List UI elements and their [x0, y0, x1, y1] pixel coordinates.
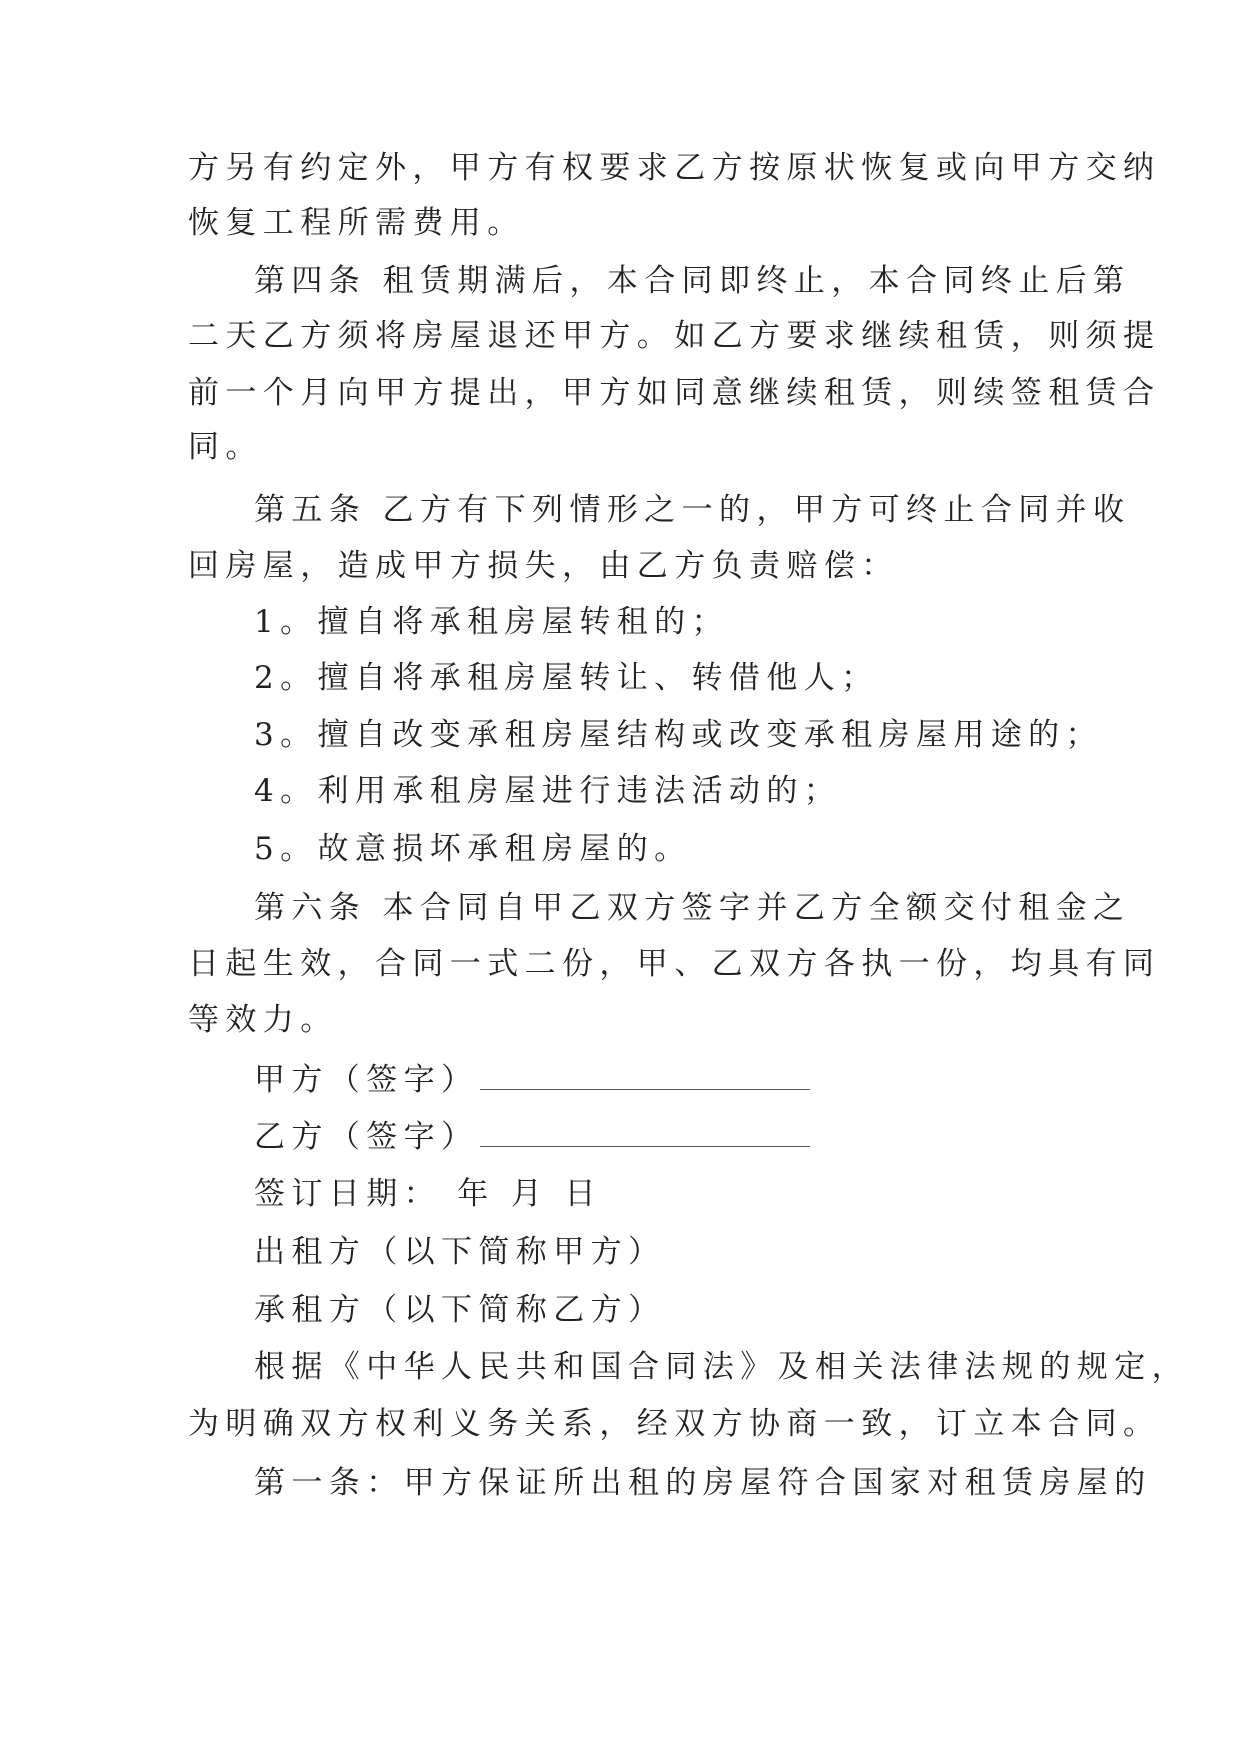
list-item: 2。擅自将承租房屋转让、转借他人； — [254, 660, 879, 696]
lessor-label: 出租方（以下简称甲方） — [254, 1234, 666, 1270]
text-line: 日起生效，合同一式二份，甲、乙双方各执一份，均具有同 — [188, 946, 1161, 982]
text-line: 回房屋，造成甲方损失，由乙方负责赔偿： — [188, 548, 899, 584]
lessee-label: 承租方（以下简称乙方） — [254, 1292, 666, 1328]
party-b-signature-label: 乙方（签字） — [254, 1119, 479, 1155]
list-item: 3。擅自改变承租房屋结构或改变承租房屋用途的； — [254, 717, 1103, 753]
preamble-line: 为明确双方权利义务关系，经双方协商一致，订立本合同。 — [188, 1406, 1161, 1442]
text-line: 恢复工程所需费用。 — [188, 205, 525, 241]
party-b-signature-line — [254, 1116, 810, 1157]
text-line: 二天乙方须将房屋退还甲方。如乙方要求继续租赁，则须提 — [188, 318, 1161, 354]
article-1-heading: 第一条：甲方保证所出租的房屋符合国家对租赁房屋的 — [254, 1465, 1152, 1501]
text-line: 前一个月向甲方提出，甲方如同意继续租赁，则续签租赁合 — [188, 375, 1161, 411]
party-a-signature-line — [254, 1059, 810, 1100]
party-a-signature-blank — [480, 1059, 810, 1090]
text-line: 方另有约定外，甲方有权要求乙方按原状恢复或向甲方交纳 — [188, 150, 1161, 186]
list-item: 1。擅自将承租房屋转租的； — [254, 604, 729, 640]
article-4-heading: 第四条 租赁期满后，本合同即终止，本合同终止后第 — [254, 263, 1131, 299]
article-6-heading: 第六条 本合同自甲乙双方签字并乙方全额交付租金之 — [254, 890, 1131, 926]
party-b-signature-blank — [480, 1116, 810, 1147]
signing-date: 签订日期： 年 月 日 — [254, 1176, 602, 1212]
list-item: 5。故意损坏承租房屋的。 — [254, 831, 692, 867]
text-line: 同。 — [188, 429, 263, 465]
preamble-line: 根据《中华人民共和国合同法》及相关法律法规的规定， — [254, 1349, 1189, 1385]
party-a-signature-label: 甲方（签字） — [254, 1062, 479, 1098]
text-line: 等效力。 — [188, 1002, 338, 1038]
article-5-heading: 第五条 乙方有下列情形之一的，甲方可终止合同并收 — [254, 492, 1131, 528]
list-item: 4。利用承租房屋进行违法活动的； — [254, 773, 842, 809]
